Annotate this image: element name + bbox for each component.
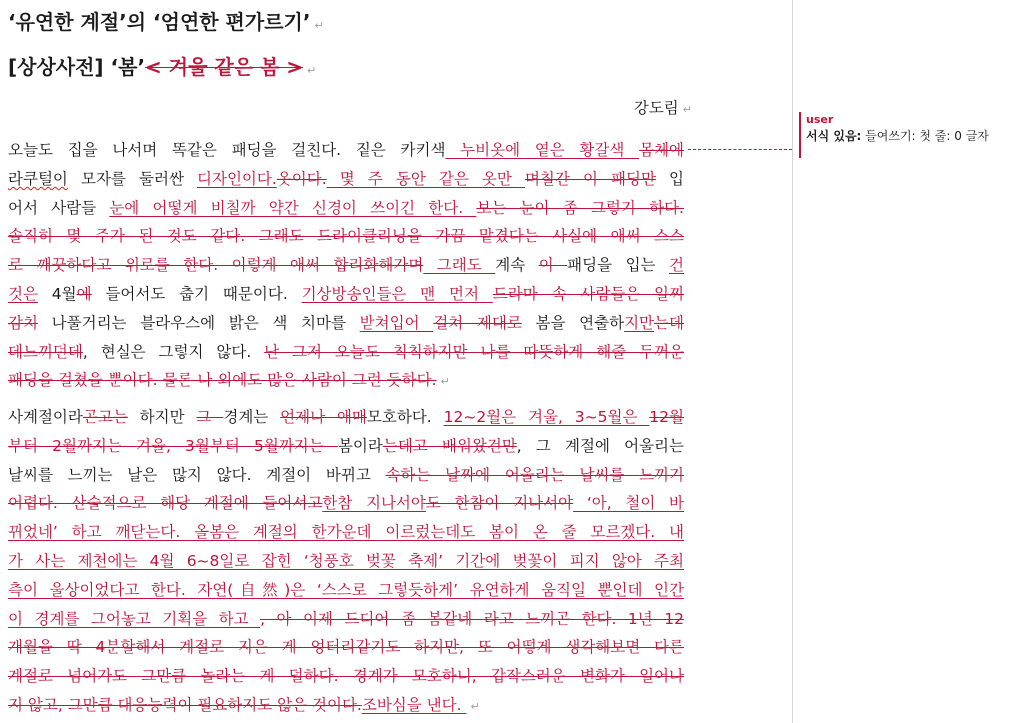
body-text: 봄을 연출하	[521, 313, 625, 332]
deleted-text: 언제나 애매	[280, 408, 367, 426]
body-text: 패딩을 입는	[567, 256, 670, 275]
text-line[interactable]	[8, 662, 684, 691]
inserted-text: 건	[669, 256, 684, 275]
text-line[interactable]	[8, 576, 684, 605]
deleted-text: , 아 이제 드디어 좀 봄같네 라고 느끼곤 한다. 1년 12	[260, 609, 684, 628]
body-text: 하지만	[127, 408, 197, 426]
text-line[interactable]	[8, 222, 684, 251]
deleted-text: 지 않고, 그만큼 대응능력이 필요하지도 않은 것이다.	[8, 695, 362, 714]
inserted-text: 받쳐입어	[359, 313, 434, 332]
text-line[interactable]	[8, 432, 684, 461]
inserted-text: 12~2월은 겨울, 3~5월은	[443, 408, 650, 426]
body-text: 나풀거리는 블라우스에 밝은 색 치마를	[37, 313, 360, 332]
inserted-text: 지만	[624, 313, 655, 332]
text-line[interactable]	[8, 194, 684, 223]
byline	[634, 96, 692, 118]
text-line[interactable]	[8, 691, 684, 720]
body-text: 들어서도 춥기 때문이다.	[91, 284, 302, 303]
body-paragraph-2[interactable]	[8, 403, 684, 720]
inserted-text: 누비옷에 옅은 황갈색	[445, 141, 640, 159]
deleted-text: 보는 눈이 좀 그렇기 하다.	[476, 198, 684, 217]
text-line[interactable]	[8, 136, 684, 165]
document-title	[8, 6, 324, 35]
deleted-text: 솔직히 몇 주가 된 것도 같다. 그래도 드라이클리닝을 가끔 맡겼다는 사실에 애써 스스	[8, 227, 684, 246]
deleted-text: 계절로 넘어가도 그만큼 놀라는 게 덜하다. 경계가 모호하니, 갑작스러운 변화가 일어나	[8, 667, 684, 686]
deleted-text: 데느끼던데	[8, 342, 83, 361]
text-line[interactable]	[8, 489, 684, 518]
body-text: 모호하다.	[366, 408, 444, 426]
deleted-text: 몸체에	[639, 141, 684, 159]
deleted-text: 개월을 딱 4분할해서 계절로 지은 게 엉터리같기도 하지만, 또 어떻게 생각해보면 다른	[8, 638, 684, 657]
deleted-text: 어렵다. 산술적으로 해당 계절에 들어서고	[8, 494, 323, 513]
markup-margin-pane	[792, 0, 1032, 723]
body-paragraph-1[interactable]	[8, 136, 684, 395]
paragraph-mark-icon: ↵	[470, 699, 480, 713]
deleted-text: 는데	[654, 313, 684, 332]
inserted-text: 눈에 어떻게 비칠까 약간 신경이 쓰이긴 한다.	[109, 198, 477, 217]
comment-text: 들여쓰기: 첫 줄: 0 글자	[861, 129, 989, 143]
text-line[interactable]	[8, 518, 684, 547]
deleted-text: 며칠간 이 패딩만	[524, 169, 656, 188]
body-text: 사계절이라	[8, 408, 83, 426]
deleted-text: 드라마 속 사람들은 일찌	[492, 284, 684, 303]
comment-connector-line	[688, 149, 792, 150]
inserted-text: ‘아, 철이 바	[573, 494, 684, 513]
deleted-text: 12월	[649, 408, 684, 426]
inserted-text: 그래도	[423, 256, 496, 275]
paragraph-mark-icon: ↵	[314, 19, 324, 32]
text-line[interactable]	[8, 366, 684, 395]
inserted-text: 이 경계를 그어놓고 기획을 하고	[8, 609, 261, 628]
text-line[interactable]	[8, 547, 684, 576]
inserted-text: 측이 울상이었다고 한다. 자연(自然)은 ‘스스로 그렇듯하게’ 유연하게 움직일 뿐인데 인간	[8, 580, 684, 599]
inserted-text: 한참 지나서야	[322, 494, 426, 513]
body-text: 오늘도 집을 나서며 똑같은 패딩을 걸친다. 짙은 카키색	[8, 141, 446, 159]
text-line[interactable]	[8, 461, 684, 490]
deleted-text: 패딩을 걸쳤을 뿐이다. 물론 나 외에도 많은 사람이 그런 듯하다.	[8, 371, 437, 390]
paragraph-mark-icon: ↵	[307, 64, 317, 77]
revision-balloon[interactable]	[799, 112, 1027, 158]
deleted-text: 옷이다.	[276, 169, 327, 188]
deleted-text: 도 한참이 지나서야	[425, 494, 574, 513]
comment-author: user	[806, 113, 834, 126]
inserted-text: 것은	[8, 284, 38, 303]
body-text: , 그 계절에 어울리는	[516, 436, 684, 455]
inserted-text: 가 사는 제천에는 4월 6~8일로 잡힌 ‘청풍호 벚꽃 축제’ 기간에 벚꽃이 피지 않아 주최	[8, 551, 684, 570]
author-name: 강도림	[633, 99, 679, 117]
comment-body	[806, 128, 1027, 144]
deleted-text: 이	[538, 256, 568, 275]
paragraph-mark-icon: ↵	[440, 375, 450, 389]
deleted-text: 에	[76, 284, 92, 303]
inserted-text: 뀌었네’ 하고 깨닫는다. 올봄은 계절의 한가운데 이르렀는데도 봄이 온 줄 모르겠다. 내	[8, 523, 684, 542]
text-line[interactable]	[8, 633, 684, 662]
text-line[interactable]	[8, 605, 684, 634]
text-line[interactable]	[8, 280, 684, 309]
deleted-text: 로 깨끗하다고 위로를 한다. 이렇게 애써 합리화해가며	[8, 256, 424, 275]
title-line-1: ‘유연한 계절’의 ‘엄연한 편가르기’	[8, 10, 311, 34]
body-text: 4월	[37, 284, 77, 303]
body-text: 날씨를 느끼는 날은 많지 않다. 계절이 바뀌고	[8, 465, 386, 484]
text-line[interactable]	[8, 165, 684, 194]
text-line[interactable]	[8, 403, 684, 432]
comment-label: 서식 있음:	[806, 129, 862, 143]
inserted-text: 몇 주 동안 같은 옷만	[326, 169, 525, 188]
inserted-text: 기상방송인들은 맨 먼저	[301, 284, 493, 303]
body-text: 어서 사람들	[8, 198, 110, 217]
subtitle-prefix: [상상사전] ‘봄’	[8, 55, 146, 79]
deleted-text: 곤고는	[82, 408, 128, 426]
text-line[interactable]	[8, 251, 684, 280]
body-text: 경계는	[223, 408, 281, 426]
text-line[interactable]	[8, 338, 684, 367]
deleted-text: 그	[196, 408, 224, 426]
deleted-subtitle-text: < 겨울 같은 봄 >	[145, 55, 304, 79]
deleted-text: 는데고 배워왔건만	[382, 436, 517, 455]
deleted-text: 부터 2월까지는 겨울, 3월부터 5월까지는	[8, 436, 338, 455]
deleted-text: 속하는 날짜에 어울리는 날씨를 느끼기	[385, 465, 684, 484]
deleted-text: 감치	[8, 313, 38, 332]
deleted-text: 난 그저 오늘도 칙칙하지만 나를 따뜻하게 해줄 두꺼운	[264, 342, 684, 361]
misspelled-word: 라쿠털이	[8, 169, 68, 188]
inserted-text: 디자인이다.	[197, 169, 277, 188]
body-text: 모자를 둘러싼	[67, 169, 197, 188]
inserted-text: 조바심을 낸다.	[361, 695, 467, 714]
text-line[interactable]	[8, 309, 684, 338]
body-text: 봄이라	[337, 436, 383, 455]
body-text: , 현실은 그렇지 않다.	[82, 342, 265, 361]
deleted-text: 걸쳐 제대로	[433, 313, 522, 332]
body-text: 계속	[495, 256, 539, 275]
body-text: 입	[655, 169, 684, 188]
document-subtitle	[8, 51, 316, 80]
paragraph-mark-icon: ↵	[682, 103, 692, 116]
